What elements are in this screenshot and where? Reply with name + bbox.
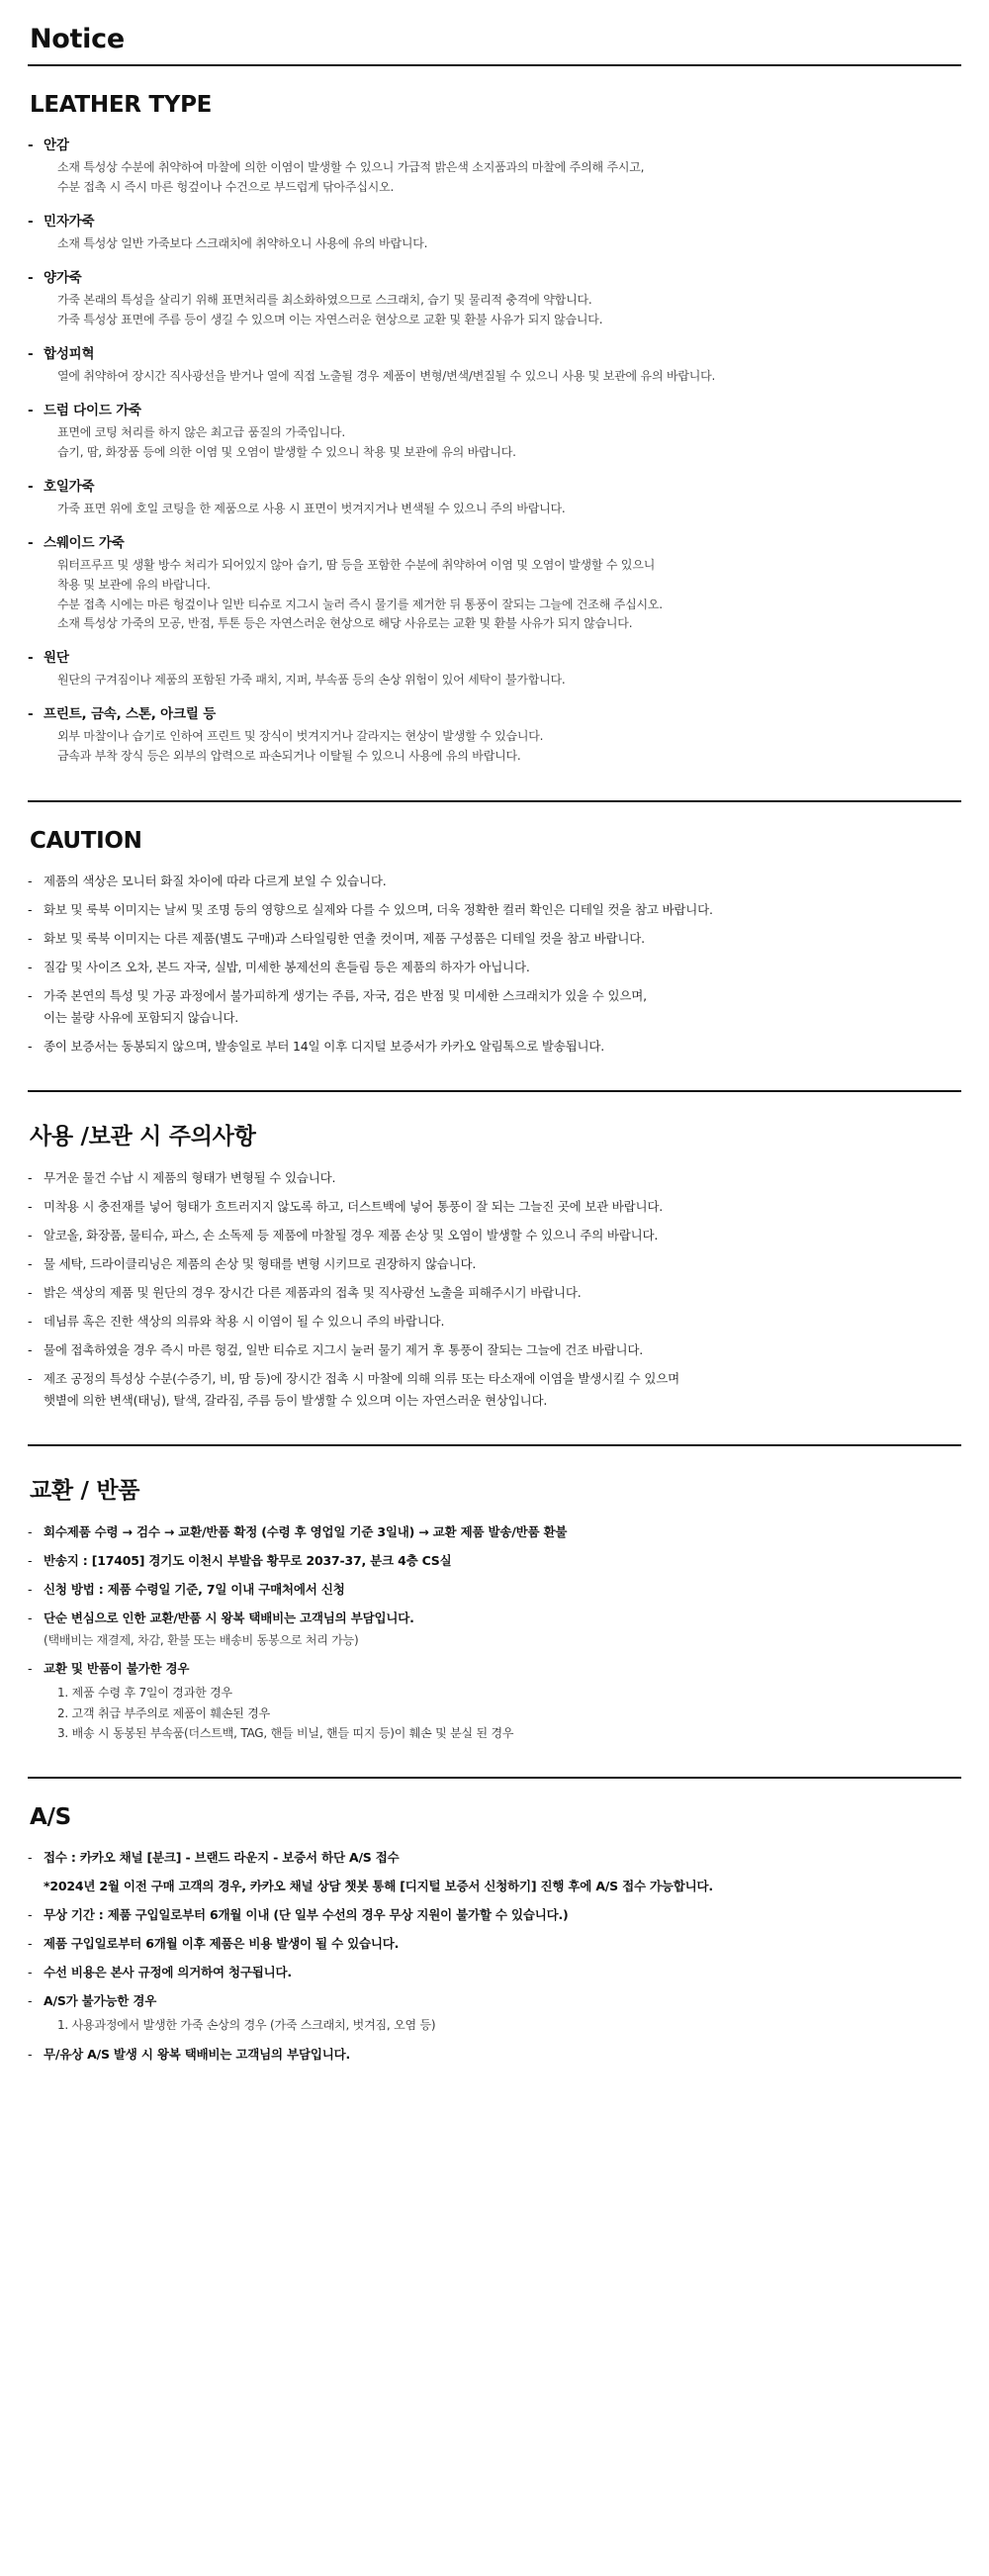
dash-marker: - (28, 1850, 33, 1866)
leather-entry-head (28, 477, 961, 497)
leather-entry (28, 344, 961, 387)
section-title-leather-type: LEATHER TYPE (30, 92, 213, 118)
leather-entry (28, 533, 961, 634)
exchange-item (28, 1659, 961, 1743)
dash-marker: - (28, 345, 34, 362)
dash-marker: - (28, 650, 34, 667)
exchange-item (28, 1551, 961, 1571)
as-item-text: 무상 기간 : 제품 구입일로부터 6개월 이내 (단 일부 수선의 경우 무상 지원이 불가할 수 있습니다.) (44, 1907, 569, 1923)
section-usage (28, 1092, 961, 1411)
leather-entry-line: 원단의 구겨짐이나 제품의 포함된 가죽 패치, 지퍼, 부속품 등의 손상 위험이 있어 세탁이 불가합니다. (57, 673, 566, 688)
exchange-item-text: 신청 방법 : 제품 수령일 기준, 7일 이내 구매처에서 신청 (44, 1582, 345, 1597)
exchange-sub-list (57, 1683, 961, 1743)
leather-entry-label: 드럼 다이드 가죽 (44, 402, 141, 418)
caution-item-line: 가죽 본연의 특성 및 가공 과정에서 불가피하게 생기는 주름, 자국, 검은 반점 및 미세한 스크래치가 있을 수 있으며, (44, 988, 647, 1003)
caution-item (28, 958, 961, 977)
leather-entry-label: 양가죽 (44, 269, 82, 286)
page-title: Notice (30, 24, 125, 54)
dash-marker: - (28, 902, 33, 917)
dash-marker: - (28, 269, 34, 286)
usage-item-text: 물에 접촉하였을 경우 즉시 마른 헝겊, 일반 티슈로 지그시 눌러 물기 제거 후 통풍이 잘되는 그늘에 건조 바랍니다. (44, 1342, 644, 1357)
section-title-as: A/S (30, 1804, 71, 1831)
leather-entry-body (57, 671, 961, 690)
usage-item (28, 1226, 961, 1245)
dash-marker: - (28, 1256, 33, 1271)
dash-marker: - (28, 2046, 33, 2062)
usage-item-text: 밝은 색상의 제품 및 원단의 경우 장시간 다른 제품과의 접촉 및 직사광선 노출을 피해주시기 바랍니다. (44, 1285, 582, 1300)
usage-item (28, 1340, 961, 1360)
leather-entry-body (57, 423, 961, 463)
usage-item-text: 알코올, 화장품, 물티슈, 파스, 손 소독제 등 제품에 마찰될 경우 제품 손상 및 오염이 발생할 수 있으니 주의 바랍니다. (44, 1228, 659, 1242)
dash-marker: - (28, 1907, 33, 1923)
usage-item-text: 데님류 혹은 진한 색상의 의류와 착용 시 이염이 될 수 있으니 주의 바랍니다. (44, 1314, 445, 1329)
as-sub-list (57, 2015, 961, 2035)
leather-entry-body (57, 727, 961, 767)
caution-item (28, 1037, 961, 1057)
usage-item-text: 무거운 물건 수납 시 제품의 형태가 변형될 수 있습니다. (44, 1170, 336, 1185)
leather-entry-line: 수분 접촉 시에는 마른 헝겊이나 일반 티슈로 지그시 눌러 즉시 물기를 제거한 뒤 통풍이 잘되는 그늘에 건조해 주십시오. (57, 597, 663, 611)
dash-marker: - (28, 1936, 33, 1952)
dash-marker: - (28, 988, 33, 1003)
usage-item (28, 1197, 961, 1217)
leather-entry-label: 스웨이드 가죽 (44, 534, 125, 551)
as-item-note: *2024년 2월 이전 구매 고객의 경우, 카카오 채널 상담 챗봇 통해 [디지털 보증서 신청하기] 진행 후에 A/S 접수 가능합니다. (44, 1879, 713, 1894)
leather-entry-line: 소재 특성상 일반 가죽보다 스크래치에 취약하오니 사용에 유의 바랍니다. (57, 236, 428, 251)
dash-marker: - (28, 1993, 33, 2009)
dash-marker: - (28, 1199, 33, 1214)
leather-entry-head (28, 212, 961, 231)
as-item-text (44, 1991, 961, 2035)
dash-marker: - (28, 138, 34, 153)
as-item (28, 2045, 961, 2065)
exchange-item-text (44, 1659, 961, 1743)
leather-entry-line: 습기, 땀, 화장품 등에 의한 이염 및 오염이 발생할 수 있으니 착용 및 보관에 유의 바랍니다. (57, 444, 516, 459)
leather-entry-line: 소재 특성상 수분에 취약하여 마찰에 의한 이염이 발생할 수 있으니 가급적 밝은색 소지품과의 마찰에 주의해 주시고, (57, 160, 645, 175)
exchange-item-note: (택배비는 재결제, 차감, 환불 또는 배송비 동봉으로 처리 가능) (44, 1633, 359, 1647)
exchange-item (28, 1522, 961, 1542)
caution-item (28, 872, 961, 891)
section-leather-type (28, 66, 961, 767)
dash-marker: - (28, 1965, 33, 1980)
dash-marker: - (28, 1524, 33, 1539)
leather-entry-line: 가죽 표면 위에 호일 코팅을 한 제품으로 사용 시 표면이 벗겨지거나 변색될 수 있으니 주의 바랍니다. (57, 501, 566, 515)
leather-entry-head (28, 136, 961, 155)
usage-item-text (44, 1369, 961, 1411)
dash-marker: - (28, 1582, 33, 1597)
leather-entry (28, 401, 961, 463)
dash-marker: - (28, 931, 33, 946)
caution-item-text: 화보 및 룩북 이미지는 날씨 및 조명 등의 영향으로 실제와 다를 수 있으며, 더욱 정확한 컬러 확인은 디테일 컷을 참고 바랍니다. (44, 902, 713, 917)
dash-marker: - (28, 706, 34, 723)
exchange-item-line: 교환 및 반품이 불가한 경우 (44, 1661, 190, 1677)
usage-item-text: 미착용 시 충전재를 넣어 형태가 흐트러지지 않도록 하고, 더스트백에 넣어 통풍이 잘 되는 그늘진 곳에 보관 바랍니다. (44, 1199, 664, 1214)
leather-entry-label: 민자가죽 (44, 213, 95, 230)
leather-entry-body (57, 291, 961, 330)
usage-item (28, 1312, 961, 1332)
as-sub-item: 1. 사용과정에서 발생한 가죽 손상의 경우 (가죽 스크래치, 벗겨짐, 오염 등) (57, 2018, 436, 2033)
dash-marker: - (28, 1371, 33, 1386)
leather-entry-line: 금속과 부착 장식 등은 외부의 압력으로 파손되거나 이탈될 수 있으니 사용에 유의 바랍니다. (57, 749, 521, 764)
leather-entry-head (28, 268, 961, 288)
caution-item-text (44, 986, 961, 1028)
dash-marker: - (28, 1314, 33, 1329)
exchange-sub-item: 1. 제품 수령 후 7일이 경과한 경우 (57, 1686, 232, 1701)
exchange-item-text (44, 1609, 961, 1650)
section-exchange (28, 1446, 961, 1743)
leather-entry-label: 호일가죽 (44, 478, 95, 495)
leather-entry-label: 프린트, 금속, 스톤, 아크릴 등 (44, 706, 217, 723)
usage-item (28, 1168, 961, 1188)
leather-entry-label: 합성피혁 (44, 345, 95, 362)
leather-entry (28, 648, 961, 690)
as-item (28, 1905, 961, 1925)
exchange-item-text: 반송지 : [17405] 경기도 이천시 부발읍 황무로 2037-37, 분크 4층 CS실 (44, 1553, 452, 1568)
leather-entry-body (57, 367, 961, 387)
as-item (28, 1848, 961, 1868)
dash-marker: - (28, 478, 34, 495)
dash-marker: - (28, 534, 34, 551)
section-caution (28, 802, 961, 1057)
leather-entry (28, 704, 961, 767)
caution-item-text: 질감 및 사이즈 오차, 본드 자국, 실밥, 미세한 봉제선의 흔들림 등은 제품의 하자가 아닙니다. (44, 960, 530, 974)
exchange-item-line: 단순 변심으로 인한 교환/반품 시 왕복 택배비는 고객님의 부담입니다. (44, 1610, 414, 1625)
leather-entry-line: 수분 접촉 시 즉시 마른 헝겊이나 수건으로 부드럽게 닦아주십시오. (57, 180, 395, 195)
as-item (28, 1934, 961, 1954)
section-as (28, 1779, 961, 2064)
exchange-item (28, 1609, 961, 1650)
dash-marker: - (28, 960, 33, 974)
leather-entry-label: 안감 (44, 138, 69, 153)
caution-item-text: 제품의 색상은 모니터 화질 차이에 따라 다르게 보일 수 있습니다. (44, 874, 387, 888)
exchange-item-text: 회수제품 수령 → 검수 → 교환/반품 확정 (수령 후 영업일 기준 3일내) → 교환 제품 발송/반품 환불 (44, 1524, 568, 1539)
leather-entry-head (28, 344, 961, 364)
caution-item (28, 929, 961, 949)
usage-item (28, 1283, 961, 1303)
leather-entry-line: 표면에 코팅 처리를 하지 않은 최고급 품질의 가죽입니다. (57, 425, 345, 440)
as-item (28, 1963, 961, 1982)
as-item-line: A/S가 불가능한 경우 (44, 1993, 157, 2009)
leather-entry-body (57, 500, 961, 519)
dash-marker: - (28, 1039, 33, 1054)
leather-entry-line: 열에 취약하여 장시간 직사광선을 받거나 열에 직접 노출될 경우 제품이 변형/변색/변질될 수 있으니 사용 및 보관에 유의 바랍니다. (57, 368, 716, 383)
leather-entry-line: 워터프루프 및 생활 방수 처리가 되어있지 않아 습기, 땀 등을 포함한 수분에 취약하여 이염 및 오염이 발생할 수 있으니 (57, 557, 656, 572)
leather-entry-head (28, 704, 961, 724)
usage-item (28, 1369, 961, 1411)
dash-marker: - (28, 1610, 33, 1625)
usage-item-text: 물 세탁, 드라이클리닝은 제품의 손상 및 형태를 변형 시키므로 권장하지 않습니다. (44, 1256, 477, 1271)
leather-entry-line: 외부 마찰이나 습기로 인하여 프린트 및 장식이 벗겨지거나 갈라지는 현상이 발생할 수 있습니다. (57, 729, 544, 744)
section-title-exchange: 교환 / 반품 (30, 1478, 140, 1504)
caution-item (28, 986, 961, 1028)
usage-item-line: 제조 공정의 특성상 수분(수증기, 비, 땀 등)에 장시간 접촉 시 마찰에 의해 의류 또는 타소재에 이염을 발생시킬 수 있으며 (44, 1371, 679, 1386)
as-item-text: 제품 구입일로부터 6개월 이후 제품은 비용 발생이 될 수 있습니다. (44, 1936, 400, 1952)
leather-entry (28, 212, 961, 254)
leather-entry (28, 136, 961, 198)
section-title-caution: CAUTION (30, 828, 142, 854)
as-item-text: 수선 비용은 본사 규정에 의거하여 청구됩니다. (44, 1965, 292, 1980)
dash-marker: - (28, 1170, 33, 1185)
usage-item-continuation: 햇볕에 의한 변색(태닝), 탈색, 갈라짐, 주름 등이 발생할 수 있으며 이는 자연스러운 현상입니다. (44, 1393, 548, 1408)
exchange-sub-item: 2. 고객 취급 부주의로 제품이 훼손된 경우 (57, 1705, 271, 1720)
leather-entry (28, 268, 961, 330)
exchange-item (28, 1580, 961, 1600)
leather-entry-label: 원단 (44, 650, 69, 667)
leather-entry-line: 착용 및 보관에 유의 바랍니다. (57, 577, 211, 592)
dash-marker: - (28, 874, 33, 888)
leather-entry-body (57, 556, 961, 634)
as-item (28, 1991, 961, 2035)
dash-marker: - (28, 1553, 33, 1568)
dash-marker: - (28, 1228, 33, 1242)
caution-item-text: 화보 및 룩북 이미지는 다른 제품(별도 구매)과 스타일링한 연출 컷이며, 제품 구성품은 디테일 컷을 참고 바랍니다. (44, 931, 645, 946)
leather-entry-head (28, 401, 961, 420)
dash-marker: - (28, 1285, 33, 1300)
leather-entry-body (57, 158, 961, 198)
leather-entry-line: 가죽 본래의 특성을 살리기 위해 표면처리를 최소화하였으므로 스크래치, 습기 및 물리적 충격에 약합니다. (57, 293, 592, 308)
leather-entry-head (28, 533, 961, 553)
caution-item (28, 900, 961, 920)
dash-marker: - (28, 1661, 33, 1677)
leather-entry-body (57, 234, 961, 254)
exchange-sub-item: 3. 배송 시 동봉된 부속품(더스트백, TAG, 핸들 비닐, 핸들 띠지 등)이 훼손 및 분실 된 경우 (57, 1725, 514, 1740)
dash-marker: - (28, 402, 34, 418)
caution-item-continuation: 이는 불량 사유에 포함되지 않습니다. (44, 1010, 238, 1025)
leather-entry-line: 소재 특성상 가죽의 모공, 반점, 투톤 등은 자연스러운 현상으로 해당 사유로는 교환 및 환불 사유가 되지 않습니다. (57, 616, 633, 631)
leather-entry (28, 477, 961, 519)
dash-marker: - (28, 213, 34, 230)
dash-marker: - (28, 1342, 33, 1357)
leather-entry-line: 가죽 특성상 표면에 주름 등이 생길 수 있으며 이는 자연스러운 현상으로 교환 및 환불 사유가 되지 않습니다. (57, 312, 603, 326)
as-item-text: 무/유상 A/S 발생 시 왕복 택배비는 고객님의 부담입니다. (44, 2046, 350, 2062)
caution-item-text: 종이 보증서는 동봉되지 않으며, 발송일로 부터 14일 이후 디지털 보증서가 카카오 알림톡으로 발송됩니다. (44, 1039, 605, 1054)
as-item-text: 접수 : 카카오 채널 [분크] - 브랜드 라운지 - 보증서 하단 A/S 접수 (44, 1850, 400, 1866)
section-title-usage: 사용 /보관 시 주의사항 (30, 1124, 256, 1150)
usage-item (28, 1254, 961, 1274)
leather-entry-head (28, 648, 961, 668)
